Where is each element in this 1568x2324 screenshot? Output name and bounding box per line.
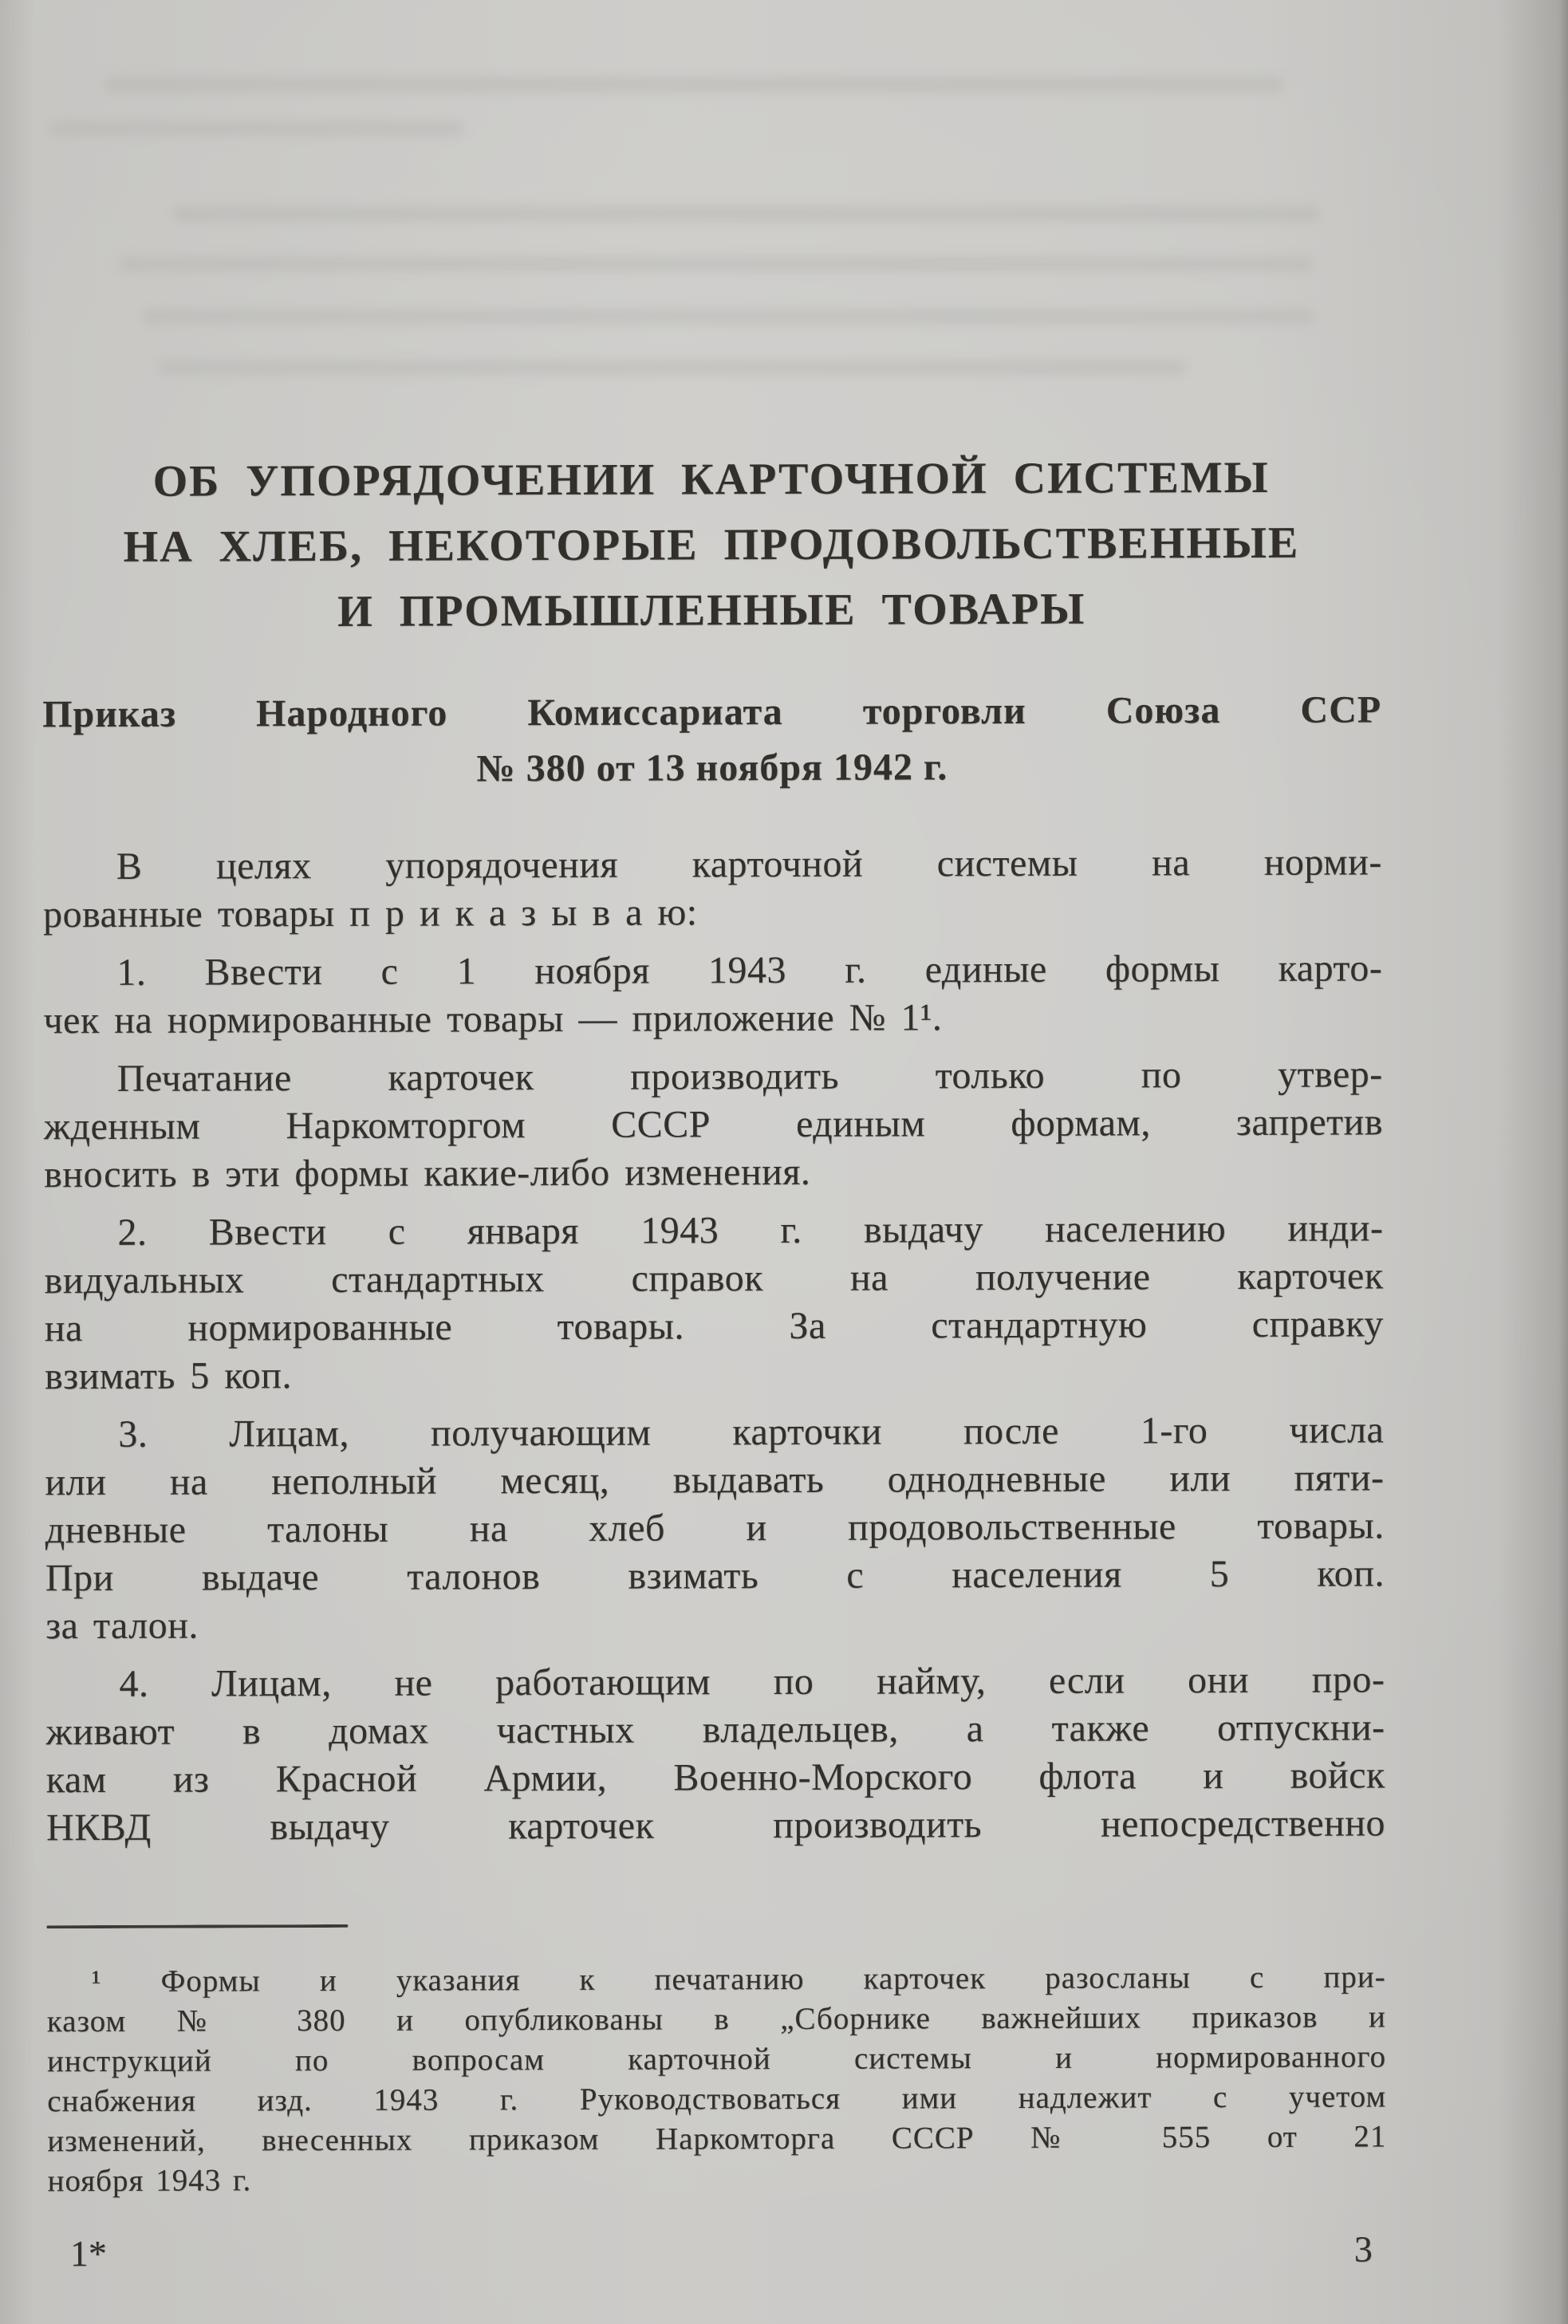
footnote [47, 1957, 1387, 2201]
body-paragraph [43, 944, 1382, 1045]
footnote-line: ноября 1943 г. [47, 2163, 252, 2199]
text-line: В целях упорядочения карточной системы на норми- [116, 841, 1382, 888]
body-paragraph [43, 838, 1382, 939]
page-footer [48, 2227, 1387, 2276]
footnote-line: снабжения изд. 1943 г. Руководствоваться ими надлежит с учетом [47, 2079, 1387, 2119]
document-title-line: ОБ УПОРЯДОЧЕНИИ КАРТОЧНОЙ СИСТЕМЫ [152, 452, 1270, 506]
footnote-line: казом № 380 и опубликованы в „Сборнике важнейших приказов и [46, 1999, 1386, 2039]
text-line: взимать 5 коп. [44, 1354, 292, 1398]
text-line: 2. Ввести с января 1943 г. выдачу населению инди- [117, 1207, 1384, 1254]
text-line: за талон. [45, 1604, 199, 1648]
document-title [41, 444, 1381, 645]
text-line: живают в домах частных владельцев, а также отпускни- [45, 1706, 1385, 1754]
footnote-line: изменений, внесенных приказом Наркомторга СССР № 555 от 21 [47, 2119, 1387, 2159]
document-subtitle [42, 682, 1381, 798]
document-body [43, 838, 1385, 1852]
text-line: жденным Наркомторгом СССР единым формам, запретив [43, 1101, 1384, 1148]
document-title-line: И ПРОМЫШЛЕННЫЕ ТОВАРЫ [337, 584, 1086, 636]
document-subtitle-line: № 380 от 13 ноября 1942 г. [476, 746, 948, 790]
text-line: чек на нормированные товары — приложение № 1¹. [43, 996, 943, 1042]
body-paragraph [45, 1656, 1385, 1852]
page-number: 3 [1353, 2228, 1373, 2270]
signature-mark: 1* [69, 2232, 107, 2275]
text-line: При выдаче талонов взимать с населения 5 коп. [45, 1552, 1385, 1600]
document-title-line: НА ХЛЕБ, НЕКОТОРЫЕ ПРОДОВОЛЬСТВЕННЫЕ [123, 518, 1300, 572]
body-paragraph [44, 1050, 1384, 1199]
text-line: видуальных стандартных справок на получение карточек [44, 1255, 1384, 1302]
body-paragraph [44, 1204, 1384, 1400]
text-line: дневные талоны на хлеб и продовольственные товары. [45, 1504, 1385, 1552]
document-subtitle-line: Приказ Народного Комиссариата торговли Союза ССР [42, 688, 1382, 736]
text-line: на нормированные товары. За стандартную справку [44, 1302, 1384, 1350]
footnote-line: ¹ Формы и указания к печатанию карточек разосланы с при- [91, 1960, 1386, 1999]
text-line: 3. Лицам, получающим карточки после 1-го числа [118, 1408, 1385, 1455]
text-line: НКВД выдачу карточек производить непосредственно [45, 1802, 1386, 1849]
text-line: рованные товары п р и к а з ы в а ю: [42, 891, 698, 936]
text-line: кам из Красной Армии, Военно-Морского флота и войск [45, 1754, 1385, 1802]
text-line: Печатание карточек производить только по утвер- [116, 1053, 1383, 1100]
text-line: 4. Лицам, не работающим по найму, если они про- [119, 1658, 1385, 1705]
footnote-line: инструкций по вопросам карточной системы и нормированного [46, 2039, 1387, 2079]
text-line: 1. Ввести с 1 ноября 1943 г. единые формы карто- [116, 947, 1383, 994]
text-line: вносить в эти формы какие-либо изменения. [44, 1150, 811, 1196]
footnote-separator [46, 1924, 348, 1928]
body-paragraph [45, 1406, 1385, 1650]
text-line: или на неполный месяц, выдавать однодневные или пяти- [45, 1456, 1385, 1504]
